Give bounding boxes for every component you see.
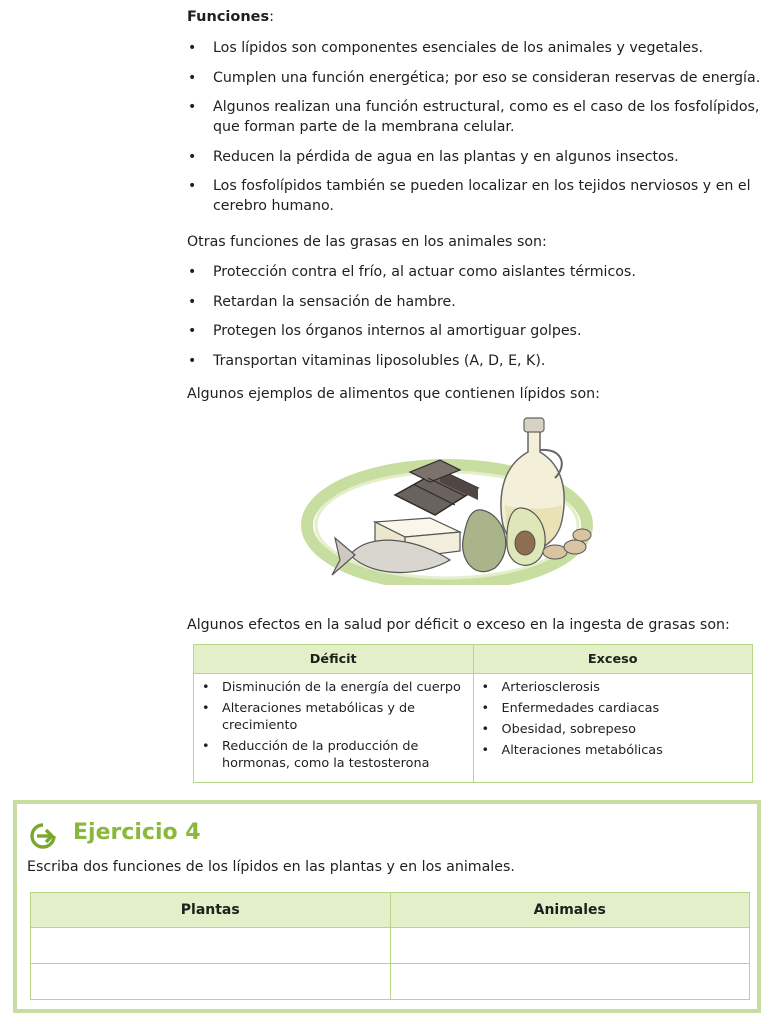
list-item: • Cumplen una función energética; por eso se consideran reservas de energía. [187,68,767,88]
answer-cell-plantas-1[interactable] [31,928,391,964]
table-row [31,964,750,1000]
funciones-list [187,38,767,226]
list-item: • Enfermedades cardiacas [480,700,745,717]
exercise-answer-table [30,892,750,1000]
deficit-cell [194,674,474,783]
answer-cell-animales-1[interactable] [390,928,750,964]
list-item: • Protección contra el frío, al actuar como aislantes térmicos. [187,262,767,282]
exercise-title: Ejercicio 4 [73,820,201,845]
exceso-list [480,679,745,759]
list-item: • Retardan la sensación de hambre. [187,292,767,312]
deficit-list [200,679,465,772]
table-header-row [31,893,750,928]
column-header-plantas: Plantas [31,893,391,928]
list-item: • Alteraciones metabólicas [480,742,745,759]
list-item: • Algunos realizan una función estructural, como es el caso de los fosfolípidos, que forman parte de la membrana celular. [187,97,767,137]
list-item: • Transportan vitaminas liposolubles (A, D, E, K). [187,351,767,371]
funciones-heading [187,9,274,25]
exceso-cell [473,674,753,783]
column-header-animales: Animales [390,893,750,928]
otras-list [187,262,767,380]
health-effects-table [193,644,753,783]
funciones-heading-text: Funciones [187,9,270,25]
answer-cell-plantas-2[interactable] [31,964,391,1000]
arrow-circle-icon [30,823,56,849]
list-item: • Obesidad, sobrepeso [480,721,745,738]
list-item: • Reducción de la producción de hormonas, como la testosterona [200,738,465,772]
exercise-instruction: Escriba dos funciones de los lípidos en las plantas y en los animales. [27,859,515,875]
list-item: • Los lípidos son componentes esenciales de los animales y vegetales. [187,38,767,58]
list-item: • Protegen los órganos internos al amortiguar golpes. [187,321,767,341]
list-item: • Reducen la pérdida de agua en las plantas y en algunos insectos. [187,147,767,167]
answer-cell-animales-2[interactable] [390,964,750,1000]
column-header-deficit: Déficit [194,645,474,674]
funciones-heading-colon: : [269,9,275,25]
column-header-exceso: Exceso [473,645,753,674]
fatty-foods-illustration [300,410,600,585]
efectos-intro: Algunos efectos en la salud por déficit o exceso en la ingesta de grasas son: [187,617,730,633]
ejemplos-intro: Algunos ejemplos de alimentos que contienen lípidos son: [187,386,600,402]
table-row [31,928,750,964]
exercise-box [13,800,761,1013]
table-header-row [194,645,753,674]
list-item: • Los fosfolípidos también se pueden localizar en los tejidos nerviosos y en el cerebro humano. [187,176,767,216]
otras-intro: Otras funciones de las grasas en los animales son: [187,234,547,250]
list-item: • Disminución de la energía del cuerpo [200,679,465,696]
list-item: • Alteraciones metabólicas y de crecimiento [200,700,465,734]
list-item: • Arteriosclerosis [480,679,745,696]
table-row [194,674,753,783]
